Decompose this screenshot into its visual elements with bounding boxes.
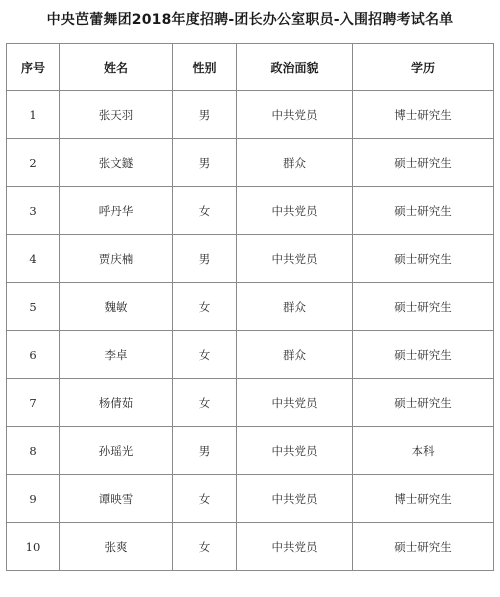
cell-name: 张天羽 (60, 91, 173, 139)
cell-name: 谭映雪 (60, 475, 173, 523)
header-name: 姓名 (60, 44, 173, 91)
cell-education: 本科 (353, 427, 494, 475)
cell-political-status: 中共党员 (237, 523, 353, 571)
cell-education: 硕士研究生 (353, 379, 494, 427)
cell-gender: 女 (173, 187, 237, 235)
cell-education: 硕士研究生 (353, 187, 494, 235)
cell-gender: 男 (173, 235, 237, 283)
cell-education: 博士研究生 (353, 91, 494, 139)
candidate-table (6, 43, 494, 571)
cell-political-status: 中共党员 (237, 475, 353, 523)
cell-name: 杨倩茹 (60, 379, 173, 427)
cell-political-status: 中共党员 (237, 187, 353, 235)
cell-gender: 女 (173, 523, 237, 571)
cell-political-status: 中共党员 (237, 91, 353, 139)
document-title: 中央芭蕾舞团2018年度招聘-团长办公室职员-入围招聘考试名单 (46, 12, 454, 28)
cell-name: 李卓 (60, 331, 173, 379)
cell-index: 2 (7, 139, 60, 187)
table-row (7, 187, 494, 235)
cell-education: 硕士研究生 (353, 283, 494, 331)
cell-name: 魏敏 (60, 283, 173, 331)
header-political-status: 政治面貌 (237, 44, 353, 91)
cell-gender: 女 (173, 475, 237, 523)
cell-political-status: 群众 (237, 139, 353, 187)
cell-index: 7 (7, 379, 60, 427)
cell-index: 8 (7, 427, 60, 475)
cell-name: 张文鐩 (60, 139, 173, 187)
table-row (7, 427, 494, 475)
cell-political-status: 群众 (237, 331, 353, 379)
cell-education: 博士研究生 (353, 475, 494, 523)
cell-index: 5 (7, 283, 60, 331)
cell-political-status: 中共党员 (237, 427, 353, 475)
header-gender: 性别 (173, 44, 237, 91)
cell-education: 硕士研究生 (353, 139, 494, 187)
cell-education: 硕士研究生 (353, 523, 494, 571)
cell-gender: 女 (173, 331, 237, 379)
cell-index: 9 (7, 475, 60, 523)
cell-gender: 男 (173, 427, 237, 475)
cell-education: 硕士研究生 (353, 331, 494, 379)
table-row (7, 139, 494, 187)
cell-name: 孙瑶光 (60, 427, 173, 475)
table-row (7, 91, 494, 139)
cell-name: 张爽 (60, 523, 173, 571)
table-row (7, 379, 494, 427)
cell-index: 10 (7, 523, 60, 571)
cell-gender: 男 (173, 139, 237, 187)
cell-name: 呼丹华 (60, 187, 173, 235)
cell-name: 贾庆楠 (60, 235, 173, 283)
header-education: 学历 (353, 44, 494, 91)
cell-index: 3 (7, 187, 60, 235)
table-row (7, 331, 494, 379)
cell-gender: 女 (173, 283, 237, 331)
cell-index: 1 (7, 91, 60, 139)
cell-gender: 男 (173, 91, 237, 139)
cell-political-status: 群众 (237, 283, 353, 331)
table-header-row (7, 44, 494, 91)
table-row (7, 283, 494, 331)
table-row (7, 523, 494, 571)
cell-education: 硕士研究生 (353, 235, 494, 283)
cell-index: 4 (7, 235, 60, 283)
cell-index: 6 (7, 331, 60, 379)
table-row (7, 235, 494, 283)
cell-political-status: 中共党员 (237, 235, 353, 283)
cell-political-status: 中共党员 (237, 379, 353, 427)
header-index: 序号 (7, 44, 60, 91)
cell-gender: 女 (173, 379, 237, 427)
table-row (7, 475, 494, 523)
